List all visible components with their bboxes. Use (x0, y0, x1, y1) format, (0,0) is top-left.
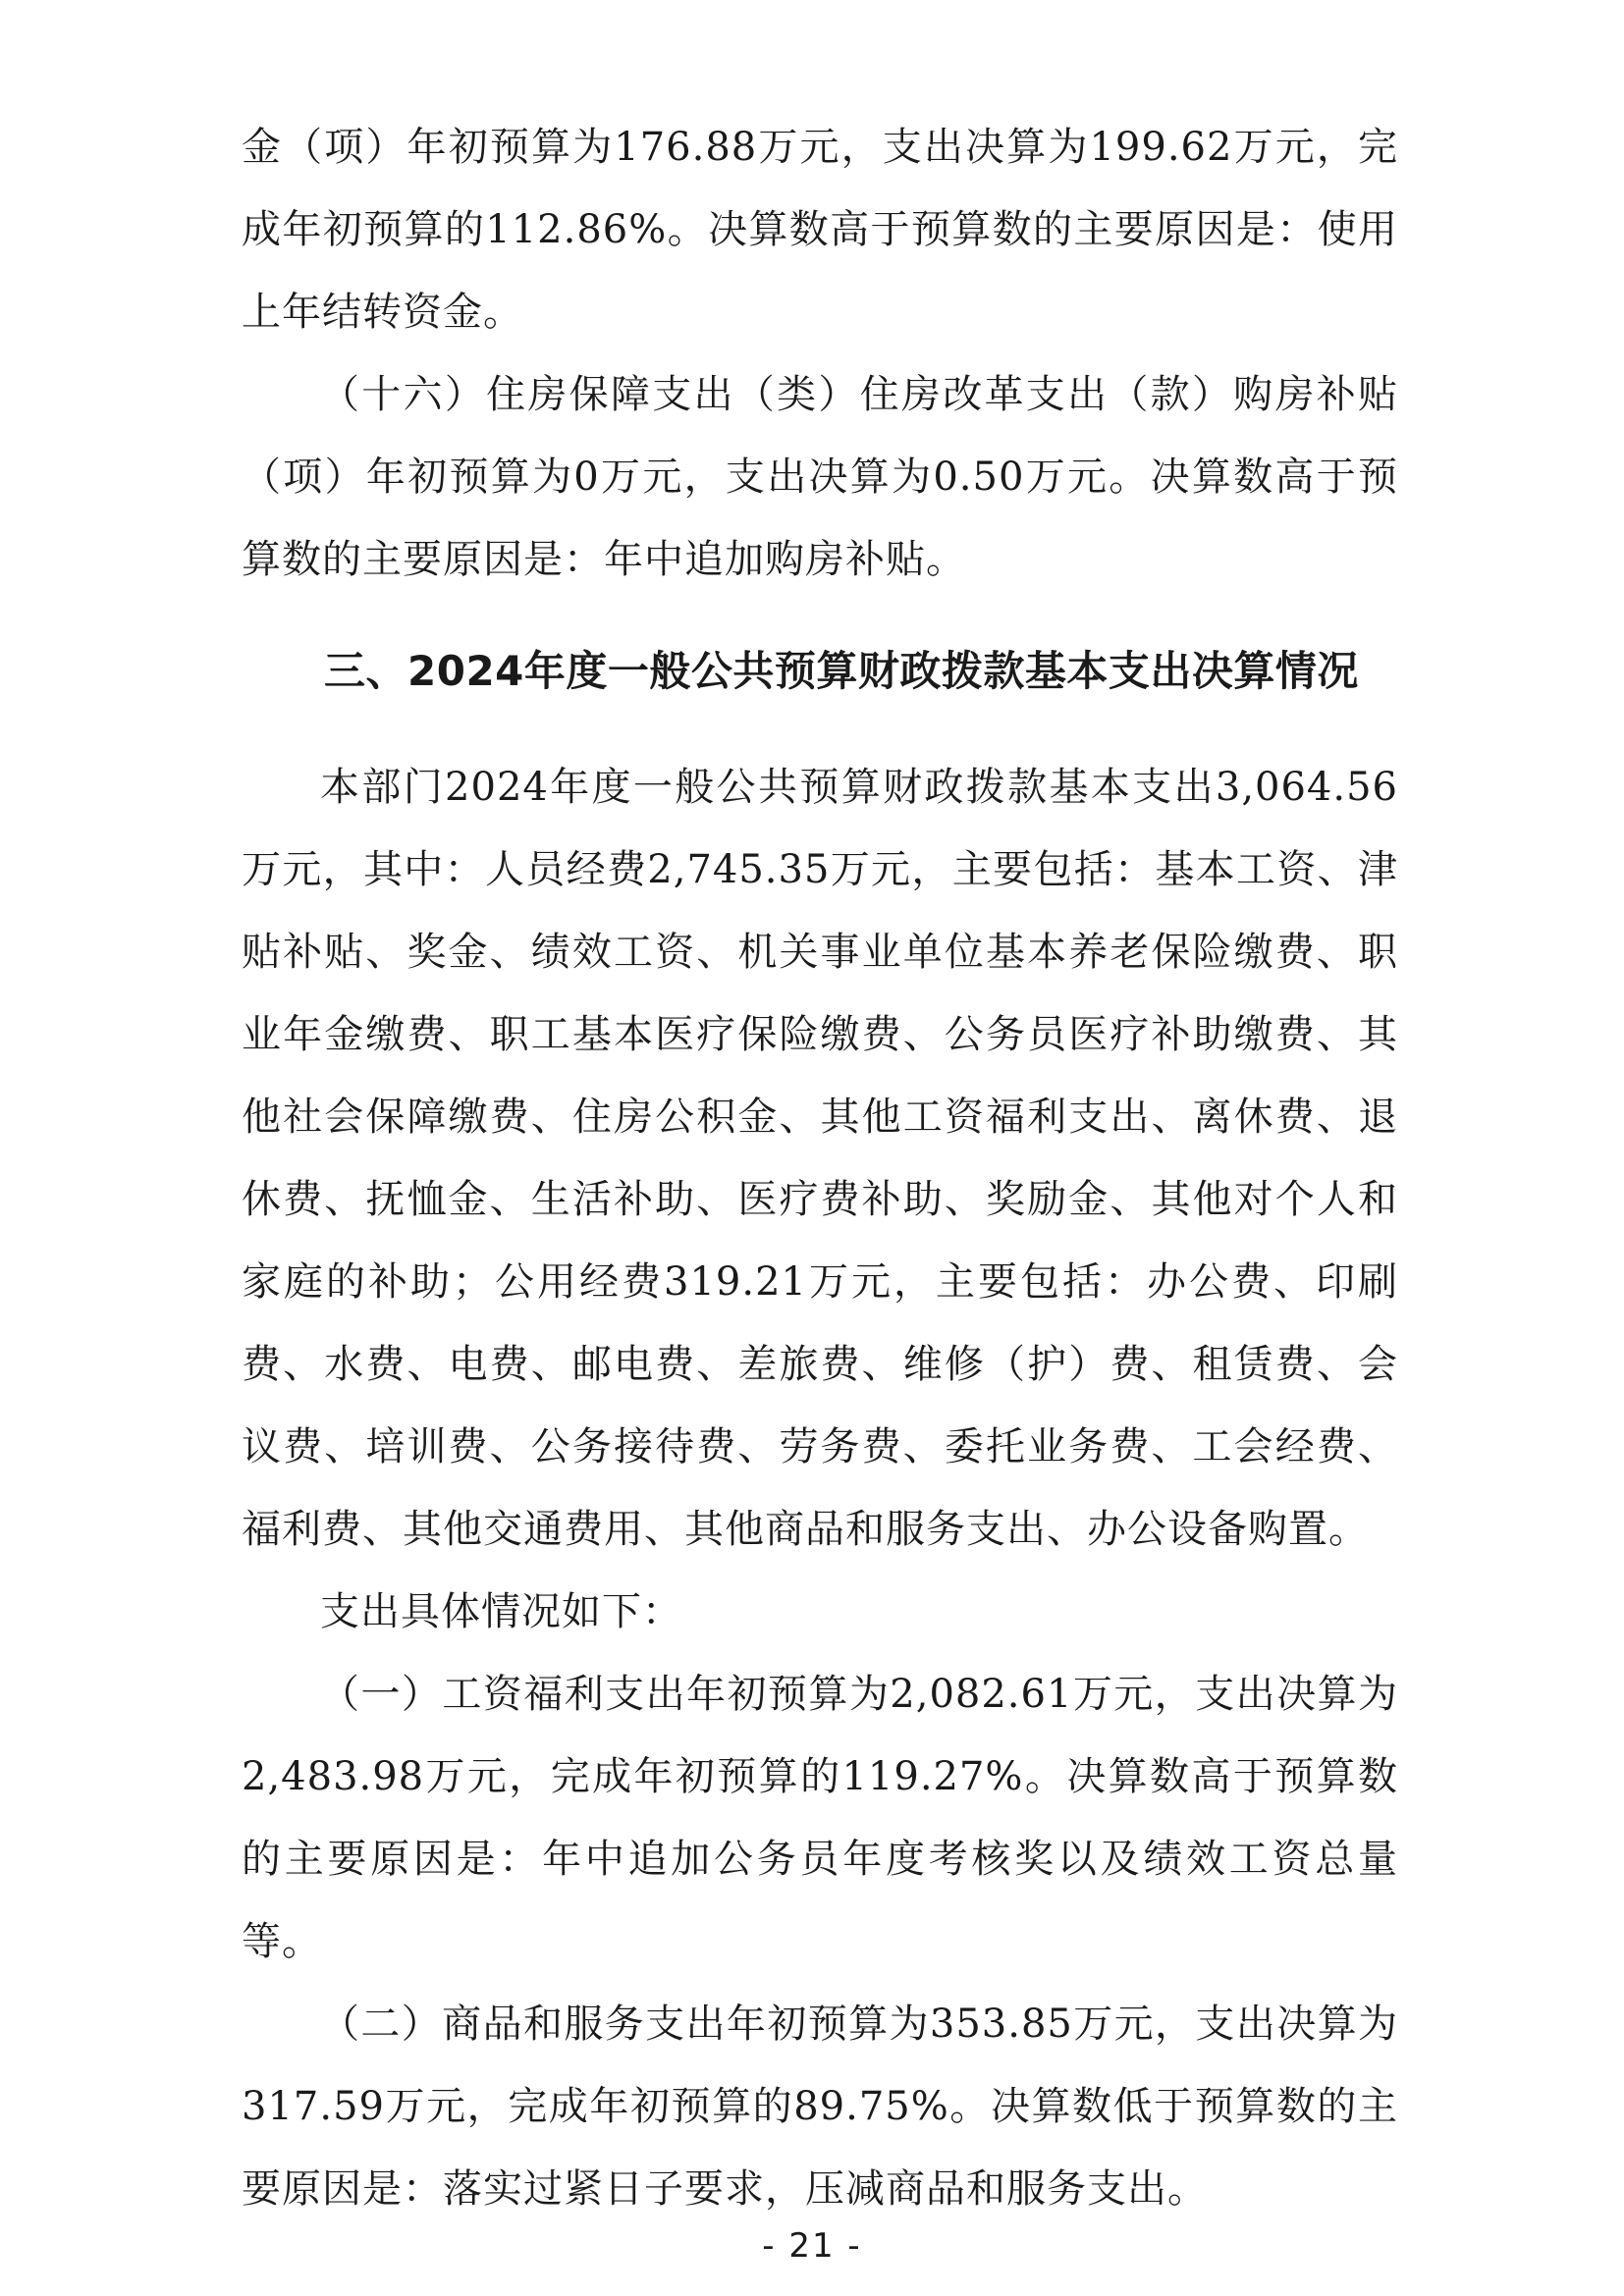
paragraph-item-2: （二）商品和服务支出年初预算为353.85万元，支出决算为317.59万元，完成年初预算的89.75%。决算数低于预算数的主要原因是：落实过紧日子要求，压减商品和服务支出。 (242, 2002, 1398, 2212)
paragraph-continuation: 金（项）年初预算为176.88万元，支出决算为199.62万元，完成年初预算的112.86%。决算数高于预算数的主要原因是：使用上年结转资金。 (242, 125, 1398, 335)
paragraph-basic-expenditure: 本部门2024年度一般公共预算财政拨款基本支出3,064.56万元，其中：人员经费2,745.35万元，主要包括：基本工资、津贴补贴、奖金、绩效工资、机关事业单位基本养老保险缴费、职业年金缴费、职工基本医疗保险缴费、公务员医疗补助缴费、其他社会保障缴费、住房公积金、其他工资福利支出、离休费、退休费、抚恤金、生活补助、医疗费补助、奖励金、其他对个人和家庭的补助；公用经费319.21万元，主要包括：办公费、印刷费、水费、电费、邮电费、差旅费、维修（护）费、租赁费、会议费、培训费、公务接待费、劳务费、委托业务费、工会经费、福利费、其他交通费用、其他商品和服务支出、办公设备购置。 (242, 765, 1398, 1552)
paragraph-item-16: （十六）住房保障支出（类）住房改革支出（款）购房补贴（项）年初预算为0万元，支出决算为0.50万元。决算数高于预算数的主要原因是：年中追加购房补贴。 (242, 372, 1398, 582)
paragraph-item-1: （一）工资福利支出年初预算为2,082.61万元，支出决算为2,483.98万元，完成年初预算的119.27%。决算数高于预算数的主要原因是：年中追加公务员年度考核奖以及绩效工资总量等。 (242, 1672, 1398, 1964)
section-heading: 三、2024年度一般公共预算财政拨款基本支出决算情况 (324, 647, 1359, 695)
document-body (242, 106, 1398, 2230)
paragraph-detail-intro: 支出具体情况如下： (320, 1589, 682, 1634)
page-number: - 21 - (762, 2226, 862, 2266)
